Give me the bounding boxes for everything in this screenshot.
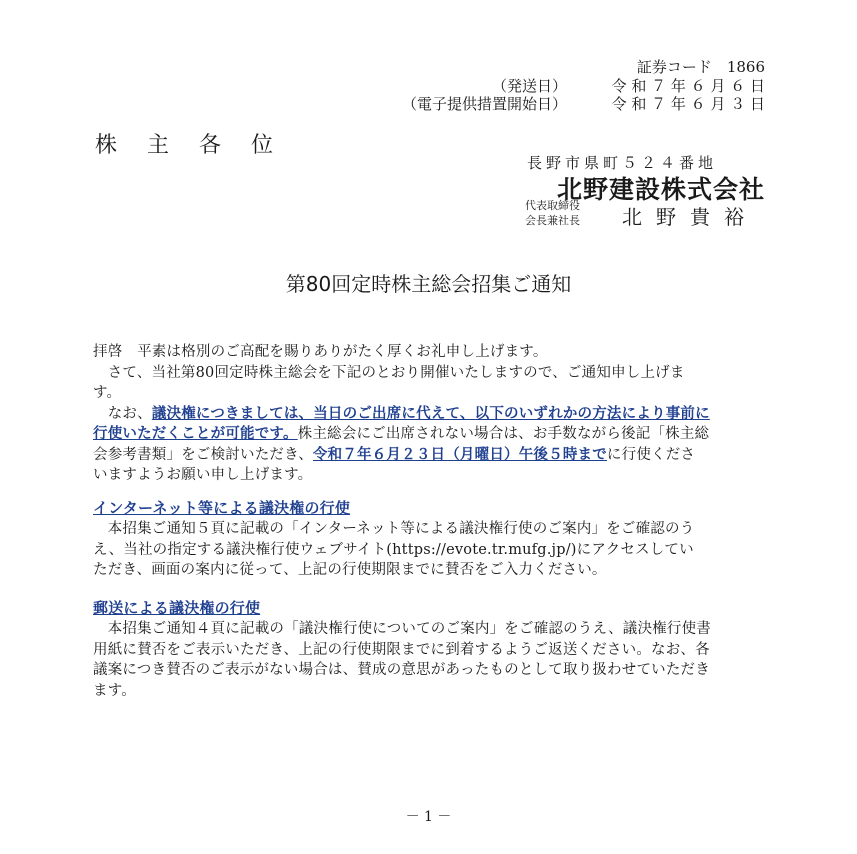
- page-number: － 1 －: [405, 809, 452, 825]
- voting-emphasis-2: 行使いただくことが可能です。: [93, 426, 298, 442]
- postal-voting-line-4: ます。: [93, 682, 136, 699]
- postal-voting-heading: 郵送による議決権の行使: [93, 599, 261, 617]
- intro-line-1: 拝啓 平素は格別のご高配を賜りありがたく厚くお礼申し上げます。: [93, 344, 548, 360]
- document-title: 第80回定時株主総会招集ご通知: [285, 272, 572, 296]
- intro-line-5-rest: 株主総会にご出席されない場合は、お手数ながら後記「株主総: [297, 426, 710, 442]
- eprovision-date-label: （電子提供措置開始日）: [401, 95, 567, 113]
- intro-line-2: さて、当社第80回定時株主総会を下記のとおり開催いたしますので、ご通知申し上げま: [93, 364, 685, 381]
- voting-deadline: 令和７年６月２３日（月曜日）午後５時まで: [312, 446, 607, 463]
- representative-title: [525, 198, 580, 228]
- representative-name: 北野貴裕: [622, 205, 758, 229]
- send-date: 令 和 ７ 年 ６ 月 ６ 日: [611, 77, 765, 95]
- postal-voting-line-2: 用紙に賛否をご表示いただき、上記の行使期限までに到着するようご返送ください。なお、各: [93, 641, 710, 658]
- intro-line-5: [93, 424, 773, 445]
- intro-line-7: いますようお願い申し上げます。: [93, 467, 313, 483]
- postal-voting-line-1: 本招集ご通知４頁に記載の「議決権行使についてのご案内」をご確認のうえ、議決権行使書: [93, 621, 711, 637]
- internet-voting-heading: インターネット等による議決権の行使: [93, 499, 351, 517]
- intro-line-6: [93, 445, 773, 466]
- company-address: 長野市県町５２４番地: [526, 154, 717, 172]
- postal-voting-line-3: 議案につき賛否のご表示がない場合は、賛成の意思があったものとして取り扱わせていただき: [93, 662, 710, 678]
- voting-emphasis-1: 議決権につきましては、当日のご出席に代えて、以下のいずれかの方法により事前に: [151, 405, 710, 422]
- internet-voting-line-3: ただき、画面の案内に従って、上記の行使期限までに賛否をご入力ください。: [93, 562, 607, 578]
- intro-line-3: す。: [93, 385, 122, 401]
- representative-title-line-1: 代表取締役: [525, 199, 580, 212]
- eprovision-date: 令 和 ７ 年 ６ 月 ３ 日: [611, 95, 765, 113]
- intro-line-4-lead: なお、: [93, 405, 152, 422]
- addressee: 株主各位: [95, 133, 304, 158]
- intro-line-6-lead: 会参考書類」をご検討いただき、: [93, 446, 313, 463]
- intro-paragraph: [93, 342, 773, 486]
- intro-line-6-rest: に行使くださ: [606, 446, 696, 463]
- postal-voting-section: [93, 598, 773, 701]
- internet-voting-line-1: 本招集ご通知５頁に記載の「インターネット等による議決権行使のご案内」をご確認のう: [93, 521, 695, 537]
- intro-line-4: [93, 404, 773, 425]
- internet-voting-line-2: え、当社の指定する議決権行使ウェブサイト(https://evote.tr.mufg.jp/)にアクセスしてい: [93, 541, 694, 558]
- securities-code: 証券コード 1866: [636, 58, 765, 76]
- company-name: 北野建設株式会社: [556, 175, 765, 204]
- internet-voting-section: [93, 498, 773, 581]
- send-date-label: （発送日）: [491, 77, 567, 95]
- representative-title-line-2: 会長兼社長: [525, 214, 580, 227]
